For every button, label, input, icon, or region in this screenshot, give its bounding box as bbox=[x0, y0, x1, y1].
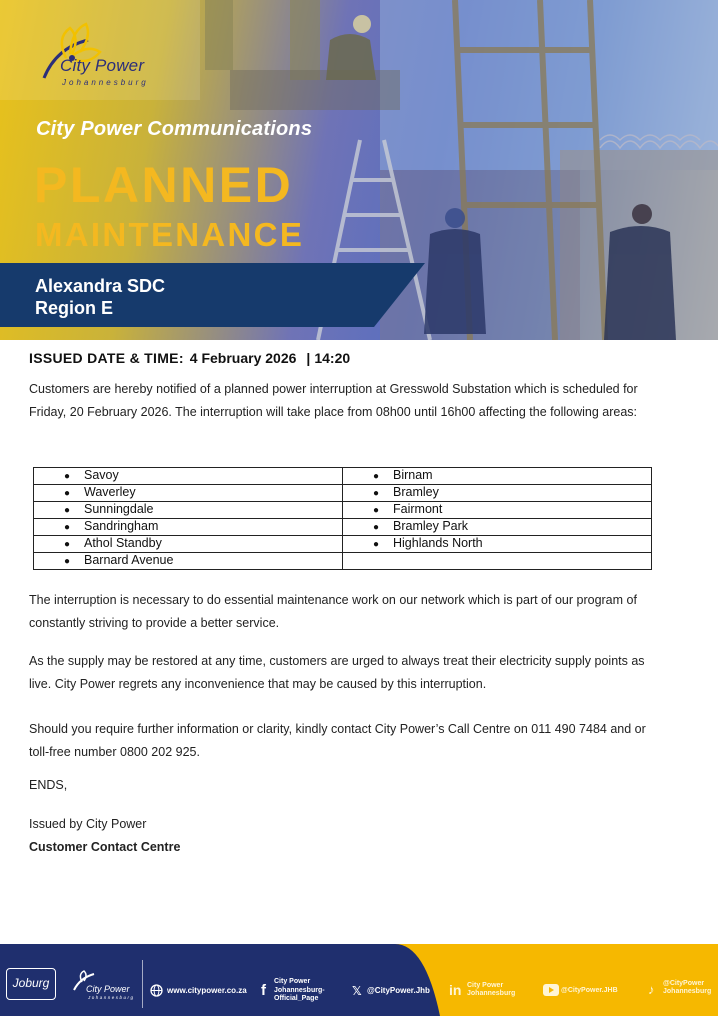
area-name: Savoy bbox=[84, 468, 119, 482]
website-link[interactable]: www.citypower.co.za bbox=[167, 986, 247, 995]
bullet-icon: ● bbox=[373, 488, 380, 499]
footer-divider bbox=[142, 960, 143, 1008]
area-name: Birnam bbox=[393, 468, 433, 482]
footer-navy-shape bbox=[0, 944, 718, 1016]
area-cell-left bbox=[34, 468, 343, 485]
table-row bbox=[34, 553, 652, 570]
area-cell-right bbox=[343, 485, 652, 502]
footer-city-power-name: City Power bbox=[86, 984, 130, 994]
bullet-icon: ● bbox=[64, 522, 71, 533]
bullet-icon: ● bbox=[373, 505, 380, 516]
x-icon: 𝕏 bbox=[352, 984, 362, 998]
issued-date: 4 February 2026 bbox=[189, 350, 297, 366]
area-name: Highlands North bbox=[393, 536, 483, 550]
table-row bbox=[34, 485, 652, 502]
title-maintenance: MAINTENANCE bbox=[35, 216, 305, 253]
area-name: Fairmont bbox=[393, 502, 443, 516]
intro-paragraph: Customers are hereby notified of a planned power interruption at Gresswold Substation which is scheduled for Friday, 20 February 2026. The interruption will take place from 08h00 until 16h00 affecting the following areas: bbox=[29, 382, 638, 419]
footer-city-power-sub: Johannesburg bbox=[88, 995, 135, 1000]
linkedin-link[interactable]: City Power Johannesburg bbox=[467, 982, 516, 997]
issued-separator: | bbox=[306, 350, 311, 366]
logo-name: City Power bbox=[60, 56, 145, 75]
title-planned: PLANNED bbox=[34, 157, 294, 213]
bullet-icon: ● bbox=[373, 522, 380, 533]
facebook-link[interactable]: City Power Johannesburg- Official_Page bbox=[274, 978, 325, 1002]
department-name: Customer Contact Centre bbox=[29, 840, 181, 854]
area-cell-right bbox=[343, 536, 652, 553]
facebook-icon: f bbox=[261, 982, 266, 999]
area-name: Sunningdale bbox=[84, 502, 154, 516]
area-name: Bramley bbox=[393, 485, 439, 499]
area-cell-right bbox=[343, 553, 652, 570]
communications-heading: City Power Communications bbox=[36, 118, 313, 140]
area-cell-left bbox=[34, 485, 343, 502]
area-cell-left bbox=[34, 519, 343, 536]
issued-date-time bbox=[29, 350, 350, 366]
area-name: Waverley bbox=[84, 485, 136, 499]
affected-areas-table bbox=[33, 467, 652, 570]
ends-text: ENDS, bbox=[29, 778, 68, 792]
bullet-icon: ● bbox=[64, 556, 71, 567]
issued-label: ISSUED DATE & TIME: bbox=[29, 350, 184, 366]
issued-time: 14:20 bbox=[314, 350, 351, 366]
table-row bbox=[34, 468, 652, 485]
area-cell-left bbox=[34, 553, 343, 570]
supply-paragraph: As the supply may be restored at any time, customers are urged to always treat their electricity supply points as live. City Power regrets any inconvenience that may be caused by this interruption. bbox=[29, 654, 645, 691]
youtube-link[interactable]: @CityPower.JHB bbox=[561, 987, 618, 994]
area-name: Athol Standby bbox=[84, 536, 162, 550]
bullet-icon: ● bbox=[64, 539, 71, 550]
linkedin-icon: in bbox=[449, 982, 462, 998]
area-cell-left bbox=[34, 536, 343, 553]
tiktok-link[interactable]: @CityPower Johannesburg bbox=[663, 980, 712, 995]
bullet-icon: ● bbox=[373, 539, 380, 550]
tiktok-icon: ♪ bbox=[648, 982, 655, 997]
bullet-icon: ● bbox=[373, 471, 380, 482]
area-cell-left bbox=[34, 502, 343, 519]
area-cell-right bbox=[343, 519, 652, 536]
region-name: Region E bbox=[35, 298, 114, 318]
bullet-icon: ● bbox=[64, 471, 71, 482]
header-banner bbox=[0, 0, 718, 340]
area-cell-right bbox=[343, 502, 652, 519]
issued-by: Issued by City Power bbox=[29, 817, 147, 831]
youtube-icon bbox=[543, 984, 559, 996]
bullet-icon: ● bbox=[64, 488, 71, 499]
joburg-logo: Joburg bbox=[6, 968, 56, 1000]
necessity-paragraph: The interruption is necessary to do essential maintenance work on our network which is part of our program of constantly striving to provide a better service. bbox=[29, 593, 637, 630]
x-link[interactable]: @CityPower.Jhb bbox=[367, 986, 430, 995]
globe-icon bbox=[150, 984, 163, 997]
area-cell-right bbox=[343, 468, 652, 485]
table-row bbox=[34, 502, 652, 519]
table-row bbox=[34, 519, 652, 536]
area-name: Sandringham bbox=[84, 519, 159, 533]
area-name: Barnard Avenue bbox=[84, 553, 174, 567]
contact-paragraph: Should you require further information or clarity, kindly contact City Power’s Call Centre on 011 490 7484 and or toll-free number 0800 202 925. bbox=[29, 722, 646, 759]
table-row bbox=[34, 536, 652, 553]
region-sdc: Alexandra SDC bbox=[35, 276, 166, 296]
area-name: Bramley Park bbox=[393, 519, 469, 533]
logo-subtitle: Johannesburg bbox=[62, 78, 149, 87]
bullet-icon: ● bbox=[64, 505, 71, 516]
footer bbox=[0, 944, 718, 1016]
